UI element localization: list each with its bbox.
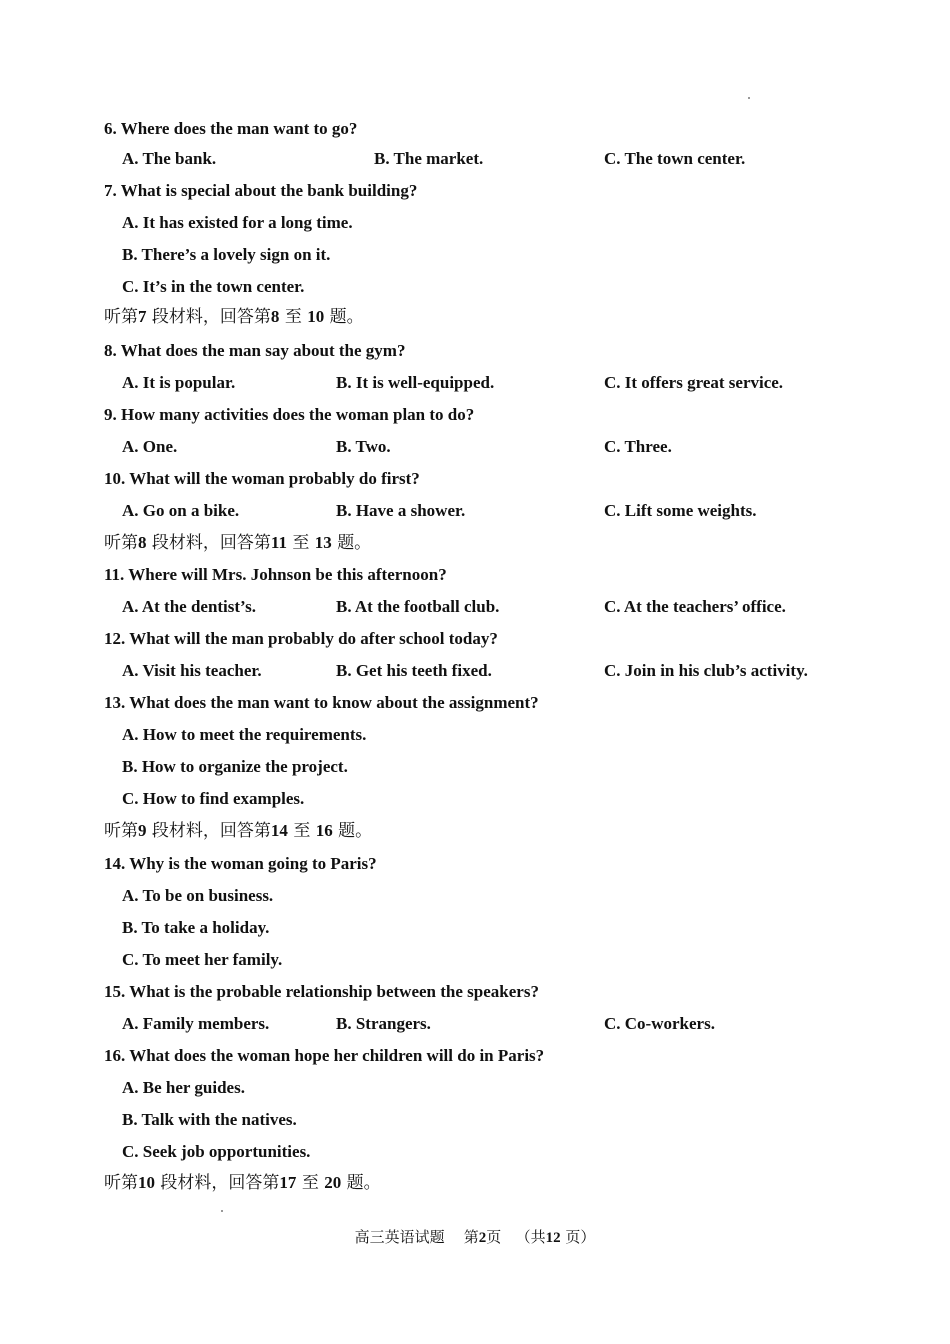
option-b: B. Talk with the natives. [122,1110,297,1129]
section-instruction: 听第9 段材料，回答第14 至 16 题。 [104,821,373,841]
option-a: A. Family members. [122,1014,270,1033]
option-a: A. How to meet the requirements. [122,725,367,744]
question-8: 8. What does the man say about the gym? [104,341,406,360]
question-15: 15. What is the probable relationship between the speakers? [104,982,539,1001]
option-c: C. It offers great service. [604,373,784,392]
question-7: 7. What is special about the bank building? [104,181,418,200]
option-a: A. Visit his teacher. [122,661,262,680]
question-11: 11. Where will Mrs. Johnson be this afternoon? [104,565,447,584]
section-instruction: 听第8 段材料，回答第11 至 13 题。 [104,533,372,553]
question-14: 14. Why is the woman going to Paris? [104,854,377,873]
exam-title: 高三英语试题 [354,1228,445,1246]
option-c: C. Co-workers. [604,1014,715,1033]
option-c: C. It’s in the town center. [122,277,305,296]
question-13: 13. What does the man want to know about the assignment? [104,693,539,712]
option-b: B. Two. [336,437,391,456]
option-a: A. The bank. [122,149,217,168]
option-a: A. It is popular. [122,373,236,392]
page-number: 2 [478,1230,487,1246]
option-a: A. Be her guides. [122,1078,245,1097]
total-pages: 12 [545,1230,561,1246]
option-a: A. It has existed for a long time. [122,213,353,232]
question-12: 12. What will the man probably do after school today? [104,629,498,648]
question-6: 6. Where does the man want to go? [104,119,358,138]
option-b: B. Strangers. [336,1014,431,1033]
option-a: A. To be on business. [122,886,274,905]
scan-dot [748,97,750,99]
option-c: C. Lift some weights. [604,501,757,520]
section-instruction: 听第7 段材料，回答第8 至 10 题。 [104,307,364,327]
scan-dot [221,1210,223,1212]
section-instruction: 听第10 段材料，回答第17 至 20 题。 [104,1173,381,1193]
option-b: B. There’s a lovely sign on it. [122,245,331,264]
option-a: A. At the dentist’s. [122,597,256,616]
option-b: B. How to organize the project. [122,757,348,776]
option-a: A. Go on a bike. [122,501,240,520]
page-footer: 高三英语试题 第2页 （共12 页） [354,1228,596,1246]
option-a: A. One. [122,437,178,456]
question-9: 9. How many activities does the woman plan to do? [104,405,475,424]
question-16: 16. What does the woman hope her children will do in Paris? [104,1046,545,1065]
option-b: B. The market. [374,149,484,168]
option-c: C. The town center. [604,149,746,168]
question-10: 10. What will the woman probably do first? [104,469,420,488]
option-c: C. How to find examples. [122,789,305,808]
option-c: C. Seek job opportunities. [122,1142,311,1161]
option-b: B. It is well-equipped. [336,373,495,392]
option-b: B. Have a shower. [336,501,466,520]
option-c: C. Three. [604,437,672,456]
option-c: C. At the teachers’ office. [604,597,786,616]
option-b: B. Get his teeth fixed. [336,661,492,680]
option-c: C. Join in his club’s activity. [604,661,808,680]
option-c: C. To meet her family. [122,950,283,969]
option-b: B. To take a holiday. [122,918,270,937]
option-b: B. At the football club. [336,597,500,616]
